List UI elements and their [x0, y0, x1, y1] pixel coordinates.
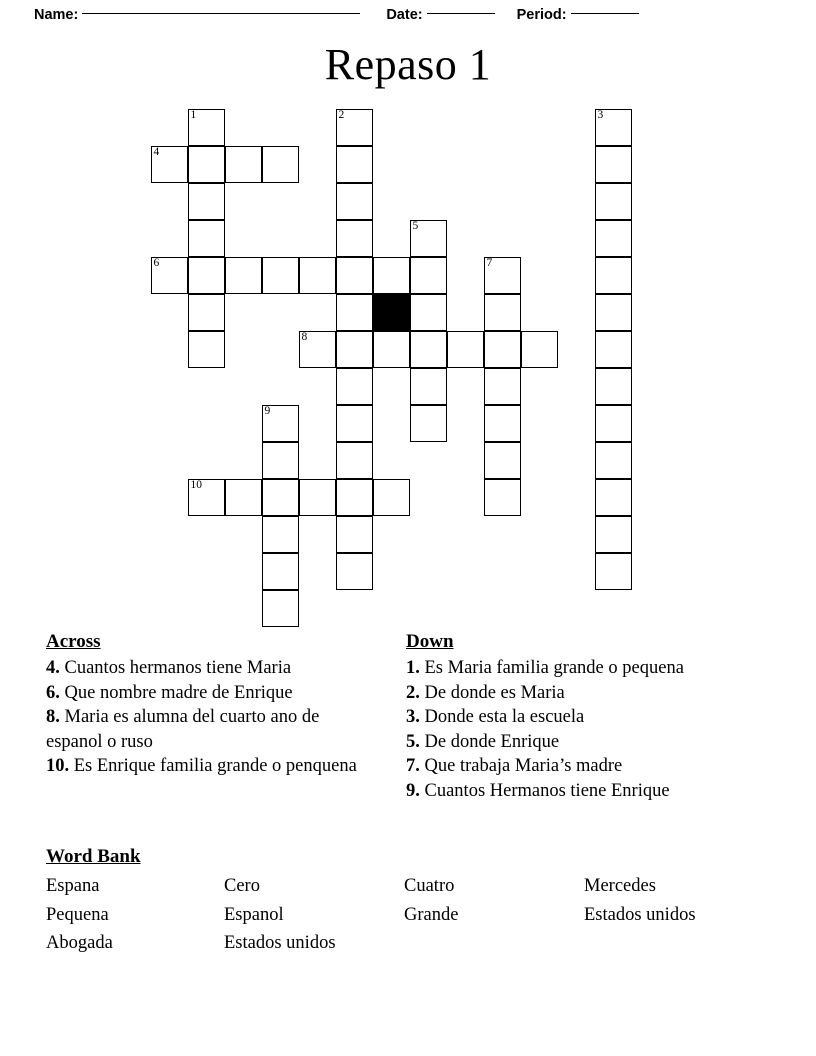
cell-number: 6 — [153, 257, 160, 269]
crossword-cell[interactable] — [595, 553, 632, 590]
word-bank-empty — [404, 929, 584, 958]
clue-item — [406, 656, 751, 681]
cell-number: 4 — [153, 146, 160, 158]
clue-number: 3. — [406, 707, 420, 727]
crossword-cell[interactable] — [484, 257, 521, 294]
clue-item — [46, 681, 376, 706]
clue-text: Que nombre madre de Enrique — [59, 682, 293, 703]
clue-number: 7. — [406, 756, 420, 776]
word-bank-word: Estados unidos — [584, 904, 696, 925]
clues-section — [46, 630, 776, 803]
clue-item — [46, 705, 376, 754]
clue-text: De donde es Maria — [419, 682, 565, 703]
crossword-cell[interactable] — [336, 553, 373, 590]
crossword-cell[interactable] — [336, 220, 373, 257]
crossword-cell[interactable] — [336, 183, 373, 220]
clue-number: 10. — [46, 756, 70, 776]
clue-item — [406, 705, 751, 730]
crossword-cell[interactable] — [151, 146, 188, 183]
crossword-cell[interactable] — [262, 479, 299, 516]
clue-text: Que trabaja Maria’s madre — [419, 756, 623, 776]
crossword-cell[interactable] — [484, 294, 521, 331]
crossword-cell[interactable] — [336, 479, 373, 516]
crossword-cell[interactable] — [595, 183, 632, 220]
crossword-cell[interactable] — [336, 442, 373, 479]
down-heading: Down — [406, 631, 454, 652]
cell-number: 7 — [486, 257, 493, 269]
across-clues-column — [46, 630, 406, 803]
word-bank-word: Cuatro — [404, 876, 455, 896]
crossword-cell[interactable] — [595, 442, 632, 479]
clue-text: Maria es alumna del cuarto ano de espanol o ruso — [46, 707, 320, 752]
clue-text: Donde esta la escuela — [419, 707, 585, 727]
crossword-cell[interactable] — [262, 590, 299, 627]
clue-number: 5. — [406, 731, 420, 752]
crossword-cell[interactable] — [188, 479, 225, 516]
word-bank-word: Mercedes — [584, 876, 656, 896]
cell-number: 2 — [338, 109, 345, 121]
crossword-cell[interactable] — [299, 257, 336, 294]
crossword-cell[interactable] — [595, 146, 632, 183]
crossword-cell[interactable] — [595, 479, 632, 516]
clue-item — [406, 754, 751, 779]
crossword-cell[interactable] — [595, 405, 632, 442]
crossword-cell[interactable] — [595, 220, 632, 257]
word-bank-word: Espanol — [224, 904, 284, 925]
crossword-cell[interactable] — [373, 331, 410, 368]
crossword-block-cell — [373, 294, 410, 331]
page-title: Repaso 1 — [324, 40, 492, 89]
crossword-cell[interactable] — [336, 368, 373, 405]
name-input-line[interactable] — [82, 13, 360, 14]
crossword-cell[interactable] — [447, 331, 484, 368]
crossword-cell[interactable] — [336, 146, 373, 183]
crossword-cell[interactable] — [336, 516, 373, 553]
crossword-cell[interactable] — [262, 146, 299, 183]
crossword-cell[interactable] — [410, 368, 447, 405]
cell-number: 5 — [412, 220, 419, 232]
period-label: Period: — [516, 7, 567, 23]
cell-number: 10 — [190, 479, 202, 491]
crossword-cell[interactable] — [410, 331, 447, 368]
clue-item — [406, 779, 751, 804]
crossword-cell[interactable] — [225, 479, 262, 516]
crossword-cell[interactable] — [484, 405, 521, 442]
word-bank-word: Estados unidos — [224, 933, 336, 953]
clue-number: 2. — [406, 682, 420, 703]
crossword-cell[interactable] — [336, 257, 373, 294]
word-bank-section — [46, 845, 776, 958]
crossword-cell[interactable] — [484, 479, 521, 516]
crossword-cell[interactable] — [151, 257, 188, 294]
clue-text: Cuantos hermanos tiene Maria — [59, 658, 292, 678]
crossword-cell[interactable] — [484, 442, 521, 479]
crossword-cell[interactable] — [188, 294, 225, 331]
date-input-line[interactable] — [427, 13, 495, 14]
crossword-cell[interactable] — [484, 368, 521, 405]
crossword-cell[interactable] — [188, 257, 225, 294]
crossword-cell[interactable] — [336, 294, 373, 331]
crossword-cell[interactable] — [225, 146, 262, 183]
word-bank-word: Pequena — [46, 904, 109, 925]
clue-number: 9. — [406, 780, 420, 801]
crossword-cell[interactable] — [188, 220, 225, 257]
crossword-cell[interactable] — [521, 331, 558, 368]
crossword-cell[interactable] — [484, 331, 521, 368]
clue-item — [46, 754, 376, 779]
crossword-cell[interactable] — [595, 368, 632, 405]
crossword-cell[interactable] — [262, 516, 299, 553]
crossword-cell[interactable] — [595, 516, 632, 553]
crossword-cell[interactable] — [373, 257, 410, 294]
crossword-cell[interactable] — [336, 331, 373, 368]
word-bank-empty — [584, 929, 774, 958]
cell-number: 1 — [190, 109, 197, 121]
crossword-cell[interactable] — [595, 257, 632, 294]
cell-number: 3 — [597, 109, 604, 121]
name-label: Name: — [34, 7, 79, 23]
crossword-cell[interactable] — [262, 405, 299, 442]
clue-text: Cuantos Hermanos tiene Enrique — [419, 780, 670, 801]
crossword-cell[interactable] — [188, 331, 225, 368]
crossword-cell[interactable] — [410, 220, 447, 257]
clue-number: 1. — [406, 658, 420, 678]
crossword-cell[interactable] — [299, 331, 336, 368]
crossword-cell[interactable] — [336, 109, 373, 146]
crossword-cell[interactable] — [410, 257, 447, 294]
crossword-cell[interactable] — [262, 553, 299, 590]
word-bank-word: Espana — [46, 876, 100, 896]
crossword-cell[interactable] — [262, 257, 299, 294]
student-info-header — [0, 0, 816, 30]
clue-number: 8. — [46, 707, 60, 727]
crossword-cell[interactable] — [225, 257, 262, 294]
clue-text: Es Enrique familia grande o penquena — [69, 756, 357, 776]
clue-number: 6. — [46, 682, 60, 703]
clue-item — [406, 681, 751, 706]
crossword-cell[interactable] — [373, 479, 410, 516]
crossword-cell[interactable] — [410, 294, 447, 331]
crossword-cell[interactable] — [595, 294, 632, 331]
crossword-cell[interactable] — [299, 479, 336, 516]
down-clues-column — [406, 630, 776, 803]
word-bank-word: Abogada — [46, 933, 113, 953]
word-bank-word: Cero — [224, 876, 260, 896]
crossword-cell[interactable] — [262, 442, 299, 479]
word-bank-heading: Word Bank — [46, 846, 141, 867]
crossword-grid — [151, 109, 651, 629]
cell-number: 9 — [264, 405, 271, 417]
cell-number: 8 — [301, 331, 308, 343]
crossword-cell[interactable] — [595, 109, 632, 146]
across-clue-list — [46, 656, 406, 779]
clue-text: De donde Enrique — [419, 731, 560, 752]
crossword-cell[interactable] — [595, 331, 632, 368]
word-bank-word: Grande — [404, 904, 459, 925]
across-heading: Across — [46, 631, 101, 652]
down-clue-list — [406, 656, 776, 803]
crossword-cell[interactable] — [410, 405, 447, 442]
crossword-cell[interactable] — [188, 146, 225, 183]
clue-item — [406, 730, 751, 755]
clue-text: Es Maria familia grande o pequena — [419, 658, 684, 678]
period-input-line[interactable] — [571, 13, 639, 14]
crossword-cell[interactable] — [188, 183, 225, 220]
clue-item — [46, 656, 376, 681]
crossword-cell[interactable] — [188, 109, 225, 146]
clue-number: 4. — [46, 658, 60, 678]
date-label: Date: — [386, 7, 423, 23]
word-bank-grid — [46, 872, 776, 958]
crossword-cell[interactable] — [336, 405, 373, 442]
